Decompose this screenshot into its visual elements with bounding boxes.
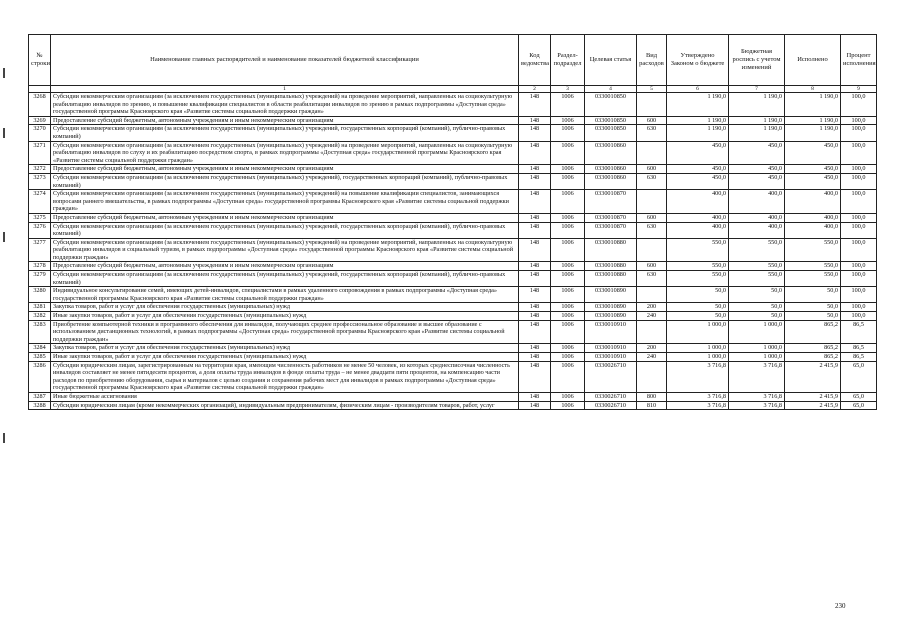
cell-name: Приобретение компьютерной техники и программного обеспечения для инвалидов, получающих среднее профессиональное образование и высшее образование с использованием дистанционных технологий, в рамках подпрограммы «Доступная среда» государственной программы Красноярского края «Развитие системы социальной поддержки граждан» <box>51 320 519 344</box>
cell-isp: 400,0 <box>785 190 841 214</box>
cell-ved: 148 <box>519 401 551 410</box>
cell-razdel: 1006 <box>551 116 585 125</box>
cell-num: 3280 <box>29 287 51 303</box>
cell-pct: 65,0 <box>841 401 877 410</box>
cell-num: 3284 <box>29 344 51 353</box>
column-index-vid: 5 <box>637 86 667 93</box>
cell-isp: 2 415,9 <box>785 392 841 401</box>
cell-pct: 100,0 <box>841 303 877 312</box>
column-header-vid: Вид расходов <box>637 35 667 86</box>
cell-rosp: 1 000,0 <box>729 320 785 344</box>
cell-name: Субсидии некоммерческим организациям (за исключением государственных (муниципальных) учреждений, государственных корпораций (компаний), публично-правовых компаний) <box>51 271 519 287</box>
cell-pct: 65,0 <box>841 392 877 401</box>
cell-pct: 100,0 <box>841 93 877 117</box>
cell-razdel: 1006 <box>551 303 585 312</box>
cell-isp: 50,0 <box>785 312 841 321</box>
cell-pct: 100,0 <box>841 238 877 262</box>
cell-vid <box>637 93 667 117</box>
cell-vid: 600 <box>637 262 667 271</box>
table-row <box>29 213 877 222</box>
cell-razdel: 1006 <box>551 93 585 117</box>
cell-utv: 1 190,0 <box>667 93 729 117</box>
column-index-row <box>29 86 877 93</box>
table-row <box>29 401 877 410</box>
cell-ved: 148 <box>519 361 551 392</box>
cell-vid <box>637 361 667 392</box>
table-row <box>29 392 877 401</box>
cell-statya: 0330010890 <box>585 303 637 312</box>
cell-num: 3283 <box>29 320 51 344</box>
cell-isp: 450,0 <box>785 141 841 165</box>
cell-pct: 100,0 <box>841 165 877 174</box>
cell-isp: 865,2 <box>785 344 841 353</box>
cell-num: 3288 <box>29 401 51 410</box>
cell-ved: 148 <box>519 173 551 189</box>
cell-ved: 148 <box>519 344 551 353</box>
cell-utv: 450,0 <box>667 173 729 189</box>
cell-name: Субсидии некоммерческим организациям (за исключением государственных (муниципальных) учреждений, государственных корпораций (компаний), публично-правовых компаний) <box>51 222 519 238</box>
cell-rosp: 3 716,8 <box>729 392 785 401</box>
column-header-pct: Процент исполнения <box>841 35 877 86</box>
column-index-rosp: 7 <box>729 86 785 93</box>
cell-name: Субсидии некоммерческим организациям (за исключением государственных (муниципальных) учреждений) на повышение квалификации специалистов, занимающихся вопросами раннего вмешательства, в рамках подпрограммы «Доступная среда» государственной программы Красноярского края «Развитие системы социальной поддержки граждан» <box>51 190 519 214</box>
cell-statya: 0330010850 <box>585 116 637 125</box>
cell-pct: 86,5 <box>841 344 877 353</box>
cell-num: 3271 <box>29 141 51 165</box>
cell-isp: 450,0 <box>785 173 841 189</box>
cell-rosp: 50,0 <box>729 312 785 321</box>
cell-isp: 50,0 <box>785 287 841 303</box>
column-header-statya: Целевая статья <box>585 35 637 86</box>
cell-name: Субсидии некоммерческим организациям (за исключением государственных (муниципальных) учреждений, государственных корпораций (компаний), публично-правовых компаний) <box>51 125 519 141</box>
cell-pct: 86,5 <box>841 353 877 362</box>
table-body <box>29 93 877 410</box>
cell-name: Предоставление субсидий бюджетным, автономным учреждениям и иным некоммерческим организациям <box>51 262 519 271</box>
table-row <box>29 287 877 303</box>
cell-num: 3287 <box>29 392 51 401</box>
margin-mark <box>3 68 5 78</box>
cell-statya: 0330010860 <box>585 165 637 174</box>
cell-razdel: 1006 <box>551 190 585 214</box>
cell-statya: 0330010850 <box>585 125 637 141</box>
cell-pct: 100,0 <box>841 173 877 189</box>
cell-name: Иные бюджетные ассигнования <box>51 392 519 401</box>
table-row <box>29 320 877 344</box>
cell-razdel: 1006 <box>551 262 585 271</box>
cell-utv: 50,0 <box>667 287 729 303</box>
cell-num: 3285 <box>29 353 51 362</box>
cell-name: Субсидии юридическим лицам (кроме некоммерческих организаций), индивидуальным предпринимателям, физическим лицам - производителям товаров, работ, услуг <box>51 401 519 410</box>
cell-statya: 0330010880 <box>585 238 637 262</box>
cell-isp: 550,0 <box>785 271 841 287</box>
cell-pct: 100,0 <box>841 141 877 165</box>
column-index-ved: 2 <box>519 86 551 93</box>
cell-statya: 0330010880 <box>585 262 637 271</box>
cell-rosp: 550,0 <box>729 238 785 262</box>
cell-statya: 0330026710 <box>585 401 637 410</box>
margin-mark <box>3 232 5 242</box>
cell-rosp: 1 000,0 <box>729 344 785 353</box>
cell-name: Субсидии некоммерческим организациям (за исключением государственных (муниципальных) учреждений) на проведение мероприятий, направленных на социокультурную реабилитацию инвалидов по зрению, и повышение квалификации специалистов в области реабилитации инвалидов по зрению в рамках подпрограммы «Доступная среда» государственной программы Красноярского края «Развитие системы социальной поддержки граждан» <box>51 93 519 117</box>
cell-rosp: 3 716,8 <box>729 401 785 410</box>
cell-num: 3278 <box>29 262 51 271</box>
cell-isp: 1 190,0 <box>785 93 841 117</box>
cell-utv: 1 190,0 <box>667 116 729 125</box>
table-row <box>29 312 877 321</box>
cell-utv: 3 716,8 <box>667 392 729 401</box>
cell-razdel: 1006 <box>551 271 585 287</box>
cell-rosp: 400,0 <box>729 222 785 238</box>
cell-isp: 2 415,9 <box>785 361 841 392</box>
cell-ved: 148 <box>519 303 551 312</box>
column-header-name: Наименование главных распорядителей и наименование показателей бюджетной классификации <box>51 35 519 86</box>
cell-vid: 800 <box>637 392 667 401</box>
cell-rosp: 550,0 <box>729 262 785 271</box>
budget-table <box>28 34 877 410</box>
cell-rosp: 450,0 <box>729 141 785 165</box>
cell-statya: 0330010870 <box>585 213 637 222</box>
cell-ved: 148 <box>519 222 551 238</box>
column-header-rosp: Бюджетная роспись с учетом изменений <box>729 35 785 86</box>
cell-isp: 400,0 <box>785 213 841 222</box>
cell-isp: 1 190,0 <box>785 125 841 141</box>
table-row <box>29 165 877 174</box>
cell-utv: 1 000,0 <box>667 320 729 344</box>
cell-num: 3279 <box>29 271 51 287</box>
table-row <box>29 344 877 353</box>
cell-pct: 100,0 <box>841 262 877 271</box>
cell-statya: 0330010910 <box>585 344 637 353</box>
cell-rosp: 1 000,0 <box>729 353 785 362</box>
margin-mark <box>3 433 5 443</box>
cell-vid: 200 <box>637 344 667 353</box>
cell-utv: 400,0 <box>667 190 729 214</box>
cell-ved: 148 <box>519 353 551 362</box>
cell-razdel: 1006 <box>551 320 585 344</box>
cell-vid: 600 <box>637 116 667 125</box>
cell-rosp: 450,0 <box>729 165 785 174</box>
cell-razdel: 1006 <box>551 141 585 165</box>
cell-ved: 148 <box>519 141 551 165</box>
cell-utv: 400,0 <box>667 213 729 222</box>
cell-ved: 148 <box>519 271 551 287</box>
cell-razdel: 1006 <box>551 125 585 141</box>
cell-statya: 0330010890 <box>585 312 637 321</box>
cell-name: Предоставление субсидий бюджетным, автономным учреждениям и иным некоммерческим организациям <box>51 213 519 222</box>
cell-statya: 0330010910 <box>585 320 637 344</box>
cell-rosp: 400,0 <box>729 213 785 222</box>
cell-pct: 100,0 <box>841 271 877 287</box>
table-row <box>29 238 877 262</box>
cell-ved: 148 <box>519 238 551 262</box>
table-row <box>29 303 877 312</box>
cell-razdel: 1006 <box>551 401 585 410</box>
cell-razdel: 1006 <box>551 392 585 401</box>
cell-isp: 550,0 <box>785 238 841 262</box>
column-index-pct: 9 <box>841 86 877 93</box>
cell-vid: 200 <box>637 303 667 312</box>
cell-ved: 148 <box>519 125 551 141</box>
table-row <box>29 353 877 362</box>
cell-vid <box>637 320 667 344</box>
cell-pct: 100,0 <box>841 287 877 303</box>
cell-utv: 1 190,0 <box>667 125 729 141</box>
cell-isp: 865,2 <box>785 353 841 362</box>
cell-name: Субсидии юридическим лицам, зарегистрированным на территории края, имеющим численность работников не менее 50 человек, из которых среднесписочная численность инвалидов составляет не менее пятидесяти процентов, а доля оплаты труда инвалидов в фонде оплаты труда – не менее двадцати пяти процентов, на компенсацию части расходов по приобретению оборудования, сырья и материалов с целью создания и сохранения рабочих мест для инвалидов в рамках подпрограммы «Доступная среда» государственной программы Красноярского края «Развитие системы социальной поддержки граждан» <box>51 361 519 392</box>
cell-utv: 450,0 <box>667 141 729 165</box>
cell-num: 3274 <box>29 190 51 214</box>
cell-ved: 148 <box>519 392 551 401</box>
cell-utv: 3 716,8 <box>667 361 729 392</box>
cell-name: Субсидии некоммерческим организациям (за исключением государственных (муниципальных) учреждений), государственных корпораций (компаний), публично-правовых компаний) <box>51 173 519 189</box>
cell-num: 3286 <box>29 361 51 392</box>
cell-razdel: 1006 <box>551 361 585 392</box>
cell-vid <box>637 287 667 303</box>
cell-utv: 50,0 <box>667 303 729 312</box>
cell-pct: 65,0 <box>841 361 877 392</box>
cell-pct: 86,5 <box>841 320 877 344</box>
cell-isp: 450,0 <box>785 165 841 174</box>
cell-vid: 600 <box>637 165 667 174</box>
cell-isp: 2 415,9 <box>785 401 841 410</box>
cell-ved: 148 <box>519 213 551 222</box>
cell-num: 3277 <box>29 238 51 262</box>
column-index-statya: 4 <box>585 86 637 93</box>
cell-utv: 1 000,0 <box>667 344 729 353</box>
cell-razdel: 1006 <box>551 213 585 222</box>
cell-rosp: 450,0 <box>729 173 785 189</box>
cell-ved: 148 <box>519 262 551 271</box>
cell-rosp: 1 190,0 <box>729 125 785 141</box>
cell-pct: 100,0 <box>841 190 877 214</box>
cell-ved: 148 <box>519 287 551 303</box>
column-header-utv: Утверждено Законом о бюджете <box>667 35 729 86</box>
cell-statya: 0330010870 <box>585 190 637 214</box>
cell-vid <box>637 190 667 214</box>
column-index-razdel: 3 <box>551 86 585 93</box>
column-index-isp: 8 <box>785 86 841 93</box>
column-index-name: 1 <box>51 86 519 93</box>
cell-statya: 0330010910 <box>585 353 637 362</box>
table-row <box>29 116 877 125</box>
cell-rosp: 3 716,8 <box>729 361 785 392</box>
cell-num: 3269 <box>29 116 51 125</box>
table-row <box>29 173 877 189</box>
cell-vid: 810 <box>637 401 667 410</box>
cell-num: 3275 <box>29 213 51 222</box>
table-row <box>29 222 877 238</box>
cell-name: Иные закупки товаров, работ и услуг для обеспечения государственных (муниципальных) нужд <box>51 312 519 321</box>
cell-vid: 600 <box>637 213 667 222</box>
margin-mark <box>3 128 5 138</box>
cell-utv: 550,0 <box>667 262 729 271</box>
cell-name: Закупка товаров, работ и услуг для обеспечения государственных (муниципальных) нужд <box>51 303 519 312</box>
cell-vid: 630 <box>637 125 667 141</box>
cell-num: 3282 <box>29 312 51 321</box>
cell-vid: 240 <box>637 312 667 321</box>
cell-pct: 100,0 <box>841 312 877 321</box>
cell-ved: 148 <box>519 312 551 321</box>
cell-rosp: 50,0 <box>729 303 785 312</box>
cell-pct: 100,0 <box>841 213 877 222</box>
cell-utv: 450,0 <box>667 165 729 174</box>
cell-vid: 240 <box>637 353 667 362</box>
page-number: 230 <box>835 602 846 610</box>
cell-pct: 100,0 <box>841 125 877 141</box>
cell-num: 3276 <box>29 222 51 238</box>
cell-name: Предоставление субсидий бюджетным, автономным учреждениям и иным некоммерческим организациям <box>51 116 519 125</box>
cell-statya: 0330010890 <box>585 287 637 303</box>
cell-razdel: 1006 <box>551 165 585 174</box>
cell-rosp: 400,0 <box>729 190 785 214</box>
cell-name: Субсидии некоммерческим организациям (за исключением государственных (муниципальных) учреждений) на проведение мероприятий, направленных на социокультурную реабилитацию инвалидов по слуху и их реабилитацию посредством спорта, в рамках подпрограммы «Доступная среда» государственной программы Красноярского края «Развитие системы социальной поддержки граждан» <box>51 141 519 165</box>
cell-statya: 0330010850 <box>585 93 637 117</box>
table-row <box>29 361 877 392</box>
column-index-utv: 6 <box>667 86 729 93</box>
cell-ved: 148 <box>519 190 551 214</box>
cell-statya: 0330010870 <box>585 222 637 238</box>
column-header-razdel: Раздел-подраздел <box>551 35 585 86</box>
cell-statya: 0330026710 <box>585 392 637 401</box>
cell-statya: 0330026710 <box>585 361 637 392</box>
cell-pct: 100,0 <box>841 116 877 125</box>
column-header-isp: Исполнено <box>785 35 841 86</box>
cell-utv: 50,0 <box>667 312 729 321</box>
cell-utv: 550,0 <box>667 238 729 262</box>
cell-ved: 148 <box>519 165 551 174</box>
cell-razdel: 1006 <box>551 353 585 362</box>
cell-razdel: 1006 <box>551 222 585 238</box>
cell-isp: 1 190,0 <box>785 116 841 125</box>
cell-vid: 630 <box>637 173 667 189</box>
cell-utv: 1 000,0 <box>667 353 729 362</box>
cell-vid: 630 <box>637 271 667 287</box>
cell-num: 3273 <box>29 173 51 189</box>
cell-razdel: 1006 <box>551 344 585 353</box>
table-row <box>29 271 877 287</box>
cell-rosp: 550,0 <box>729 271 785 287</box>
cell-ved: 148 <box>519 93 551 117</box>
cell-pct: 100,0 <box>841 222 877 238</box>
column-header-num: № строки <box>29 35 51 86</box>
cell-vid: 630 <box>637 222 667 238</box>
table-row <box>29 125 877 141</box>
cell-utv: 3 716,8 <box>667 401 729 410</box>
cell-rosp: 1 190,0 <box>729 116 785 125</box>
cell-razdel: 1006 <box>551 312 585 321</box>
cell-vid <box>637 238 667 262</box>
cell-rosp: 1 190,0 <box>729 93 785 117</box>
cell-num: 3272 <box>29 165 51 174</box>
cell-name: Иные закупки товаров, работ и услуг для обеспечения государственных (муниципальных) нужд <box>51 353 519 362</box>
table-row <box>29 190 877 214</box>
table-row <box>29 93 877 117</box>
cell-statya: 0330010860 <box>585 173 637 189</box>
table-row <box>29 141 877 165</box>
cell-name: Субсидии некоммерческим организациям (за исключением государственных (муниципальных) учреждений) на проведение мероприятий, направленных на социокультурную реабилитацию инвалидов и социальный туризм, в рамках подпрограммы «Доступная среда» государственной программы Красноярского края «Развитие системы социальной поддержки граждан» <box>51 238 519 262</box>
cell-isp: 50,0 <box>785 303 841 312</box>
cell-name: Индивидуальное консультирование семей, имеющих детей-инвалидов, специалистами в рамках удаленного сопровождения в рамках подпрограммы «Доступная среда» государственной программы Красноярского края «Развитие системы социальной поддержки граждан» <box>51 287 519 303</box>
cell-ved: 148 <box>519 116 551 125</box>
cell-statya: 0330010880 <box>585 271 637 287</box>
cell-isp: 400,0 <box>785 222 841 238</box>
table-header-row <box>29 35 877 86</box>
cell-vid <box>637 141 667 165</box>
cell-razdel: 1006 <box>551 173 585 189</box>
cell-num: 3268 <box>29 93 51 117</box>
column-index-num <box>29 86 51 93</box>
cell-utv: 400,0 <box>667 222 729 238</box>
cell-razdel: 1006 <box>551 238 585 262</box>
cell-razdel: 1006 <box>551 287 585 303</box>
column-header-ved: Код ведомства <box>519 35 551 86</box>
cell-statya: 0330010860 <box>585 141 637 165</box>
cell-num: 3270 <box>29 125 51 141</box>
cell-isp: 865,2 <box>785 320 841 344</box>
cell-rosp: 50,0 <box>729 287 785 303</box>
table-row <box>29 262 877 271</box>
cell-num: 3281 <box>29 303 51 312</box>
cell-ved: 148 <box>519 320 551 344</box>
cell-isp: 550,0 <box>785 262 841 271</box>
cell-name: Предоставление субсидий бюджетным, автономным учреждениям и иным некоммерческим организациям <box>51 165 519 174</box>
cell-name: Закупка товаров, работ и услуг для обеспечения государственных (муниципальных) нужд <box>51 344 519 353</box>
cell-utv: 550,0 <box>667 271 729 287</box>
